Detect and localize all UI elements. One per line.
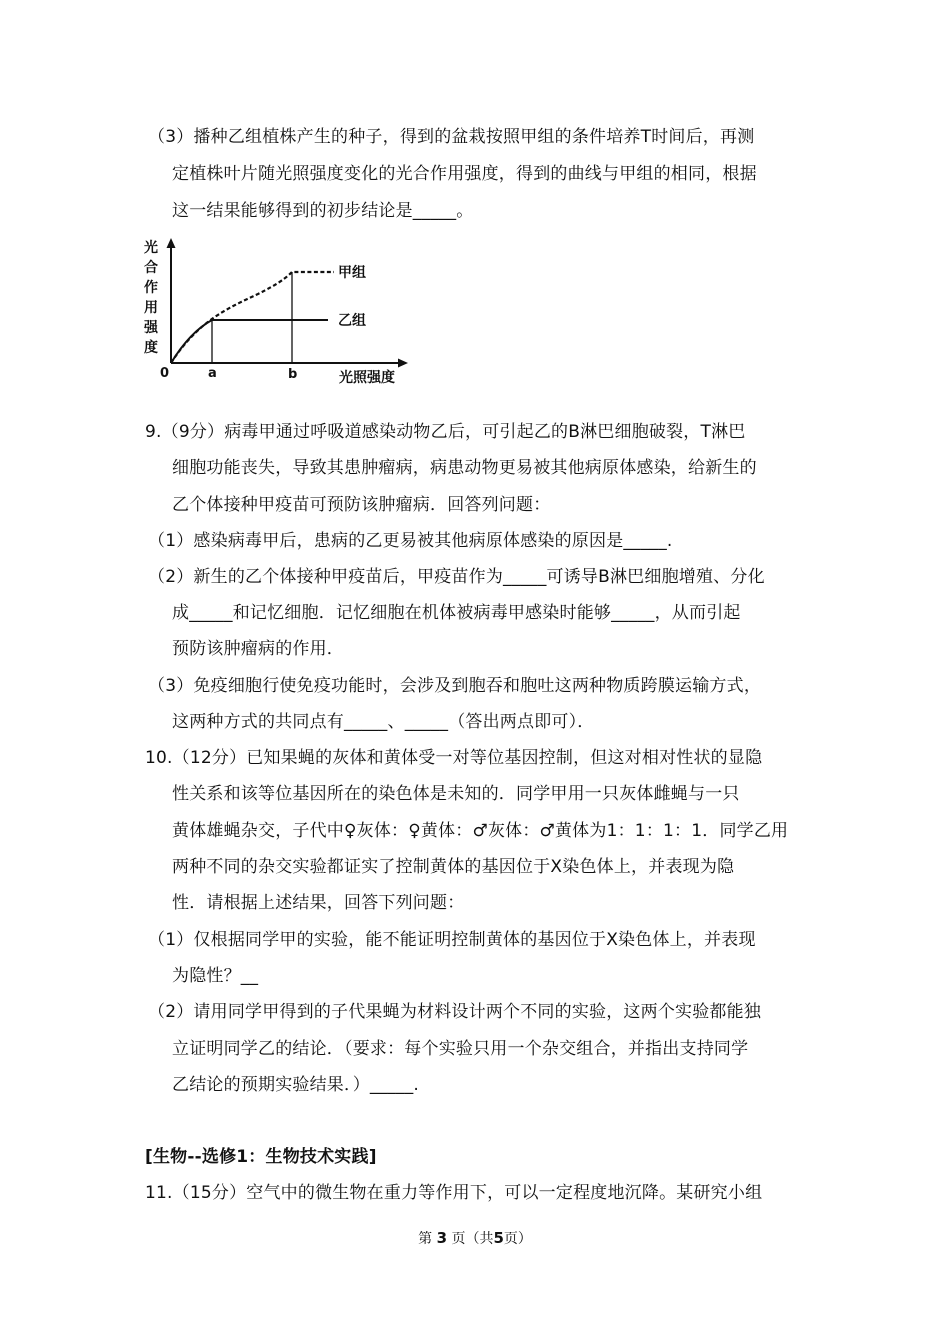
q10-part2-line-1: （2）请用同学甲得到的子代果蝇为材料设计两个不同的实验，这两个实验都能独 [148, 1002, 762, 1022]
q10-line-3: 黄体雄蝇杂交，子代中♀灰体：♀黄体：♂灰体：♂黄体为1：1：1：1．同学乙用 [172, 821, 789, 841]
q9-part2-line-2: 成_____和记忆细胞．记忆细胞在机体被病毒甲感染时能够_____，从而引起 [172, 603, 741, 623]
q9-line-1: 9.（9分）病毒甲通过呼吸道感染动物乙后，可引起乙的B淋巴细胞破裂，T淋巴 [145, 422, 746, 442]
y-axis-label-char: 度 [144, 340, 158, 356]
q9-part1: （1）感染病毒甲后，患病的乙更易被其他病原体感染的原因是_____. [148, 531, 673, 551]
q10-part1-line-2: 为隐性？__ [172, 966, 259, 986]
series-jia-curve [171, 272, 334, 363]
q9-part2-line-1: （2）新生的乙个体接种甲疫苗后，甲疫苗作为_____可诱导B淋巴细胞增殖、分化 [148, 567, 765, 587]
q9-line-2: 细胞功能丧失，导致其患肿瘤病，病患动物更易被其他病原体感染，给新生的 [172, 458, 757, 478]
footer-suffix: 页） [503, 1231, 532, 1247]
q10-part2-line-2: 立证明同学乙的结论．（要求：每个实验只用一个杂交组合，并指出支持同学 [172, 1039, 749, 1059]
q8-part3-line-2: 定植株叶片随光照强度变化的光合作用强度，得到的曲线与甲组的相同，根据 [172, 164, 757, 184]
tick-b-label: b [288, 367, 298, 382]
footer-prefix: 第 [418, 1231, 433, 1247]
series-jia-label: 甲组 [338, 265, 366, 281]
footer-page-number: 3 [436, 1229, 447, 1247]
y-axis-label-char: 合 [144, 260, 158, 276]
footer-total-pages: 5 [493, 1229, 504, 1247]
series-yi-curve [171, 320, 328, 363]
photosynthesis-light-chart [138, 236, 418, 392]
origin-label: 0 [160, 366, 170, 381]
x-axis-arrow [398, 359, 408, 368]
q10-part1-line-1: （1）仅根据同学甲的实验，能不能证明控制黄体的基因位于X染色体上，并表现 [148, 930, 756, 950]
q10-line-2: 性关系和该等位基因所在的染色体是未知的．同学甲用一只灰体雌蝇与一只 [172, 784, 740, 804]
section-heading: [生物--选修1：生物技术实践] [145, 1147, 377, 1167]
q8-part3-line-3: 这一结果能够得到的初步结论是_____。 [172, 201, 474, 221]
q10-line-5: 性．请根据上述结果，回答下列问题： [172, 893, 465, 913]
y-axis-label-char: 作 [144, 280, 158, 296]
x-axis-label: 光照强度 [339, 370, 395, 386]
y-axis-label-char: 光 [144, 240, 158, 256]
series-yi-label: 乙组 [338, 313, 366, 329]
q9-part2-line-3: 预防该肿瘤病的作用． [172, 639, 344, 659]
q8-part3-line-1: （3）播种乙组植株产生的种子，得到的盆栽按照甲组的条件培养T时间后，再测 [148, 127, 755, 147]
q9-line-3: 乙个体接种甲疫苗可预防该肿瘤病．回答列问题： [172, 495, 551, 515]
y-axis-arrow [167, 238, 176, 248]
y-axis-label-char: 用 [144, 300, 158, 316]
q9-part3-line-1: （3）免疫细胞行使免疫功能时，会涉及到胞吞和胞吐这两种物质跨膜运输方式， [148, 676, 762, 696]
q10-line-1: 10.（12分）已知果蝇的灰体和黄体受一对等位基因控制，但这对相对性状的显隐 [145, 748, 763, 768]
page-footer [0, 1228, 950, 1249]
q10-part2-line-3: 乙结论的预期实验结果．）_____. [172, 1075, 420, 1095]
q10-line-4: 两种不同的杂交实验都证实了控制黄体的基因位于X染色体上，并表现为隐 [172, 857, 735, 877]
y-axis-label-char: 强 [144, 320, 158, 336]
q11-line-1: 11.（15分）空气中的微生物在重力等作用下，可以一定程度地沉降。某研究小组 [145, 1183, 763, 1203]
y-axis-label [143, 239, 159, 356]
footer-middle: 页（共 [451, 1231, 494, 1247]
tick-a-label: a [208, 366, 217, 381]
q9-part3-line-2: 这两种方式的共同点有_____、_____（答出两点即可）． [172, 712, 595, 732]
